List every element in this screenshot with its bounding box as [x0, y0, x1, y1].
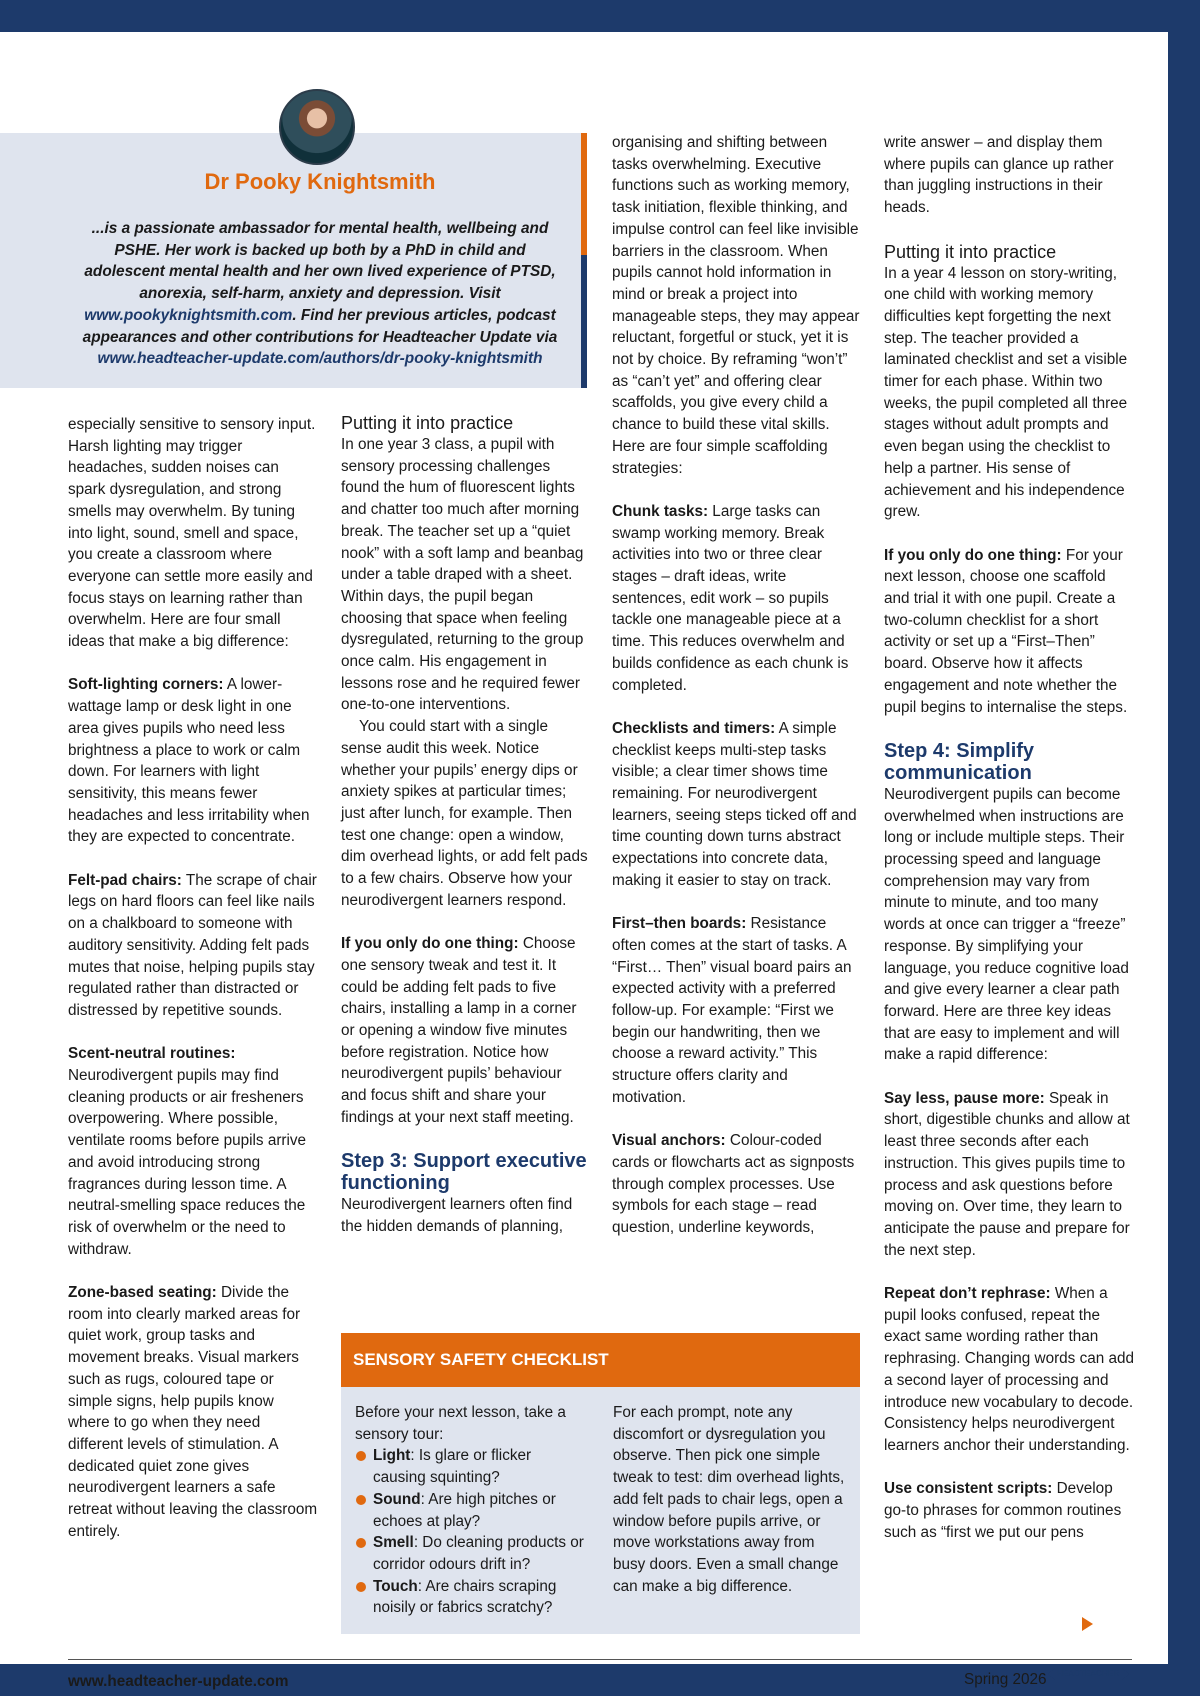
- one-thing-text: Choose one sensory tweak and test it. It could be adding felt pads to five chairs, installing a lamp in a corner or opening a window five minutes before registration. Notice how neurodivergent pupils’ behaviour and focus shift and share your findings at your next staff meeting.: [341, 935, 577, 1126]
- checklist-intro: Before your next lesson, take a sensory tour:: [355, 1404, 566, 1443]
- checklist-left-column: [355, 1402, 585, 1619]
- col3-item-text: Colour-coded cards or flowcharts act as signposts through complex processes. Use symbols for each stage – read question, underline keywords,: [612, 1132, 855, 1237]
- col1-item-text: A lower-wattage lamp or desk light in one area gives pupils who need less brightness a place to work or calm down. For learners with light sensitivity, this means fewer headaches and less irritability when they are expected to concentrate.: [68, 676, 310, 846]
- logo-text: HEADTEACHER: [1057, 1668, 1120, 1678]
- col2-practice-p2: You could start with a single sense audit this week. Notice whether your pupils’ energy dips or anxiety spikes at particular times; just after lunch, for example. Then test one change: open a window, dim overhead lights, or add felt pads to a few chairs. Observe how your neurodivergent learners respond.: [341, 718, 588, 909]
- col4-item-lead: Repeat don’t rephrase:: [884, 1285, 1051, 1303]
- checklist-item-text: : Are chairs scraping noisily or fabrics scratchy?: [373, 1577, 557, 1617]
- col4-item: [884, 1088, 1134, 1262]
- col1-item-lead: Scent-neutral routines:: [68, 1045, 236, 1063]
- bio-text-2: . Find her previous articles, podcast appearances and other contributions for Headteacher Update via: [82, 306, 558, 346]
- bullet-icon: [356, 1582, 366, 1592]
- col1-item-text: Neurodivergent pupils may find cleaning products or air fresheners overpowering. Where possible, ventilate rooms before pupils arrive and avoid introducing strong fragrances during lesson time. A neutral-smelling space reduces the risk of overwhelm or the need to withdraw.: [68, 1067, 307, 1258]
- bullet-icon: [356, 1538, 366, 1548]
- checklist-item-text: : Do cleaning products or corridor odours drift in?: [373, 1534, 584, 1573]
- step4-text: Neurodivergent pupils can become overwhelmed when instructions are long or include multiple steps. Their processing speed and language comprehension may vary from minute to minute, and too many words at once can trigger a “freeze” response. By simplifying your language, you reduce cognitive load and give every learner a clear path forward. Here are three key ideas that are easy to implement and will make a rapid difference:: [884, 785, 1129, 1064]
- col1-item: [68, 674, 318, 848]
- page: [0, 32, 1168, 1690]
- column-2: [341, 412, 589, 1238]
- continue-arrow-icon: [1082, 1617, 1093, 1631]
- col3-item-lead: Visual anchors:: [612, 1132, 726, 1150]
- checklist-item-text: : Are high pitches or echoes at play?: [373, 1490, 556, 1530]
- footer-issue: Spring 2026: [964, 1671, 1047, 1688]
- author-bio: [72, 218, 568, 370]
- col1-item-lead: Soft-lighting corners:: [68, 676, 224, 694]
- bio-rule-navy: [581, 255, 587, 388]
- sensory-checklist-box: [341, 1333, 860, 1634]
- col1-intro: especially sensitive to sensory input. Harsh lighting may trigger headaches, sudden noises can spark dysregulation, and strong smells may overwhelm. By tuning into light, sound, smell and space, you create a classroom where everyone can settle more easily and focus stays on learning rather than overwhelm. Here are four small ideas that make a big difference:: [68, 416, 316, 651]
- footer-divider: [68, 1659, 1132, 1660]
- practice-heading-2: Putting it into practice: [884, 241, 1057, 262]
- checklist-list: [355, 1445, 585, 1619]
- col3-intro: organising and shifting between tasks overwhelming. Executive functions such as working memory, task initiation, flexible thinking, and impulse control can feel like invisible barriers in the classroom. When pupils cannot hold information in mind or break a project into manageable steps, they may appear reluctant, forgetful or stuck, yet it is not by choice. By reframing “won’t” as “can’t yet” and offering clear scaffolds, you give every child a chance to build these vital skills. Here are four simple scaffolding strategies:: [612, 134, 860, 477]
- col1-item: [68, 1043, 318, 1260]
- col3-item-text: Resistance often comes at the start of tasks. A “First… Then” visual board pairs an expected activity with a preferred follow-up. For example: “First we begin our handwriting, then we choose a reward activity.” This structure offers clarity and motivation.: [612, 915, 852, 1106]
- col2-one-thing: [341, 933, 589, 1128]
- one-thing-lead: If you only do one thing:: [341, 935, 519, 953]
- col4-intro: write answer – and display them where pupils can glance up rather than juggling instructions in their heads.: [884, 134, 1114, 217]
- step3-heading: Step 3: Support executive functioning: [341, 1150, 587, 1195]
- bio-text-1: ...is a passionate ambassador for mental health, wellbeing and PSHE. Her work is backed up both by a PhD in child and adolescent mental health and her own lived experience of PTSD, anorexia, self-harm, anxiety and depression. Visit: [84, 220, 556, 303]
- footer-url[interactable]: www.headteacher-update.com: [68, 1673, 289, 1690]
- checklist-item: [355, 1445, 585, 1488]
- col4-item: [884, 1283, 1134, 1457]
- col3-item-lead: Checklists and timers:: [612, 719, 776, 737]
- column-1: [68, 414, 318, 1543]
- col4-item-lead: Use consistent scripts:: [884, 1480, 1053, 1498]
- headteacher-logo: [1048, 1668, 1129, 1680]
- checklist-item-label: Touch: [373, 1577, 418, 1595]
- checklist-right-text: For each prompt, note any discomfort or dysregulation you observe. Then pick one simple tweak to test: dim overhead lights, add felt pads to chair legs, open a window before pupils arrive, or move workstations away from busy doors. Even a small change can make a big difference.: [613, 1404, 845, 1595]
- column-4: [884, 132, 1134, 1544]
- author-name: Dr Pooky Knightsmith: [204, 169, 436, 194]
- bullet-icon: [356, 1451, 366, 1461]
- col3-item: [612, 1130, 862, 1239]
- col4-item-lead: Say less, pause more:: [884, 1089, 1045, 1107]
- col4-practice-text: In a year 4 lesson on story-writing, one child with working memory difficulties kept forgetting the next step. The teacher provided a laminated checklist and set a visible timer for each phase. Within two weeks, the pupil completed all three stages without adult prompts and even began using the checklist to help a partner. His sense of achievement and his independence grew.: [884, 264, 1128, 521]
- col4-one-thing: [884, 545, 1134, 719]
- checklist-item: [355, 1532, 585, 1575]
- one-thing-lead: If you only do one thing:: [884, 546, 1062, 564]
- bullet-icon: [356, 1495, 366, 1505]
- step3-text: Neurodivergent learners often find the hidden demands of planning,: [341, 1196, 573, 1235]
- checklist-item-label: Smell: [373, 1534, 414, 1552]
- col1-item-text: The scrape of chair legs on hard floors can feel like nails on a chalkboard to someone with auditory sensitivity. Adding felt pads mutes that noise, helping pupils stay regulated rather than distracted or distressed by repetitive sounds.: [68, 871, 317, 1019]
- practice-heading-1: Putting it into practice: [341, 413, 514, 433]
- checklist-item: [355, 1489, 585, 1532]
- one-thing-text: For your next lesson, choose one scaffold and trial it with one pupil. Create a two-column checklist for a short activity or set up a “First–Then” board. Observe how it affects engagement and note whether the pupil begins to internalise the steps.: [884, 546, 1128, 716]
- bio-author-page-link[interactable]: www.headteacher-update.com/authors/dr-pooky-knightsmith: [97, 350, 543, 368]
- logo-right-triangle-icon: [1122, 1668, 1129, 1680]
- col4-item-text: When a pupil looks confused, repeat the exact same wording rather than rephrasing. Changing words can add a second layer of processing and introduce new vocabulary to decode. Consistency helps neurodivergent learners anchor their understanding.: [884, 1285, 1135, 1454]
- col1-item-text: Divide the room into clearly marked areas for quiet work, group tasks and movement breaks. Visual markers such as rugs, coloured tape or simple signs, help pupils know where to go when they need different levels of stimulation. A dedicated quiet zone gives neurodivergent learners a safe retreat without leaving the classroom entirely.: [68, 1284, 318, 1540]
- col4-item: [884, 1478, 1134, 1543]
- col4-item-text: Speak in short, digestible chunks and allow at least three seconds after each instruction. This gives pupils time to process and ask questions before moving on. Over time, they learn to anticipate the pause and prepare for the next step.: [884, 1089, 1130, 1259]
- col2-practice-p1: In one year 3 class, a pupil with sensory processing challenges found the hum of fluorescent lights and chatter too much after morning break. The teacher set up a “quiet nook” with a soft lamp and beanbag under a table draped with a sheet. Within days, the pupil began choosing that space when feeling dysregulated, returning to the group once calm. His engagement in lessons rose and he required fewer one-to-one interventions.: [341, 436, 584, 714]
- col1-item: [68, 870, 318, 1022]
- col3-item-text: Large tasks can swamp working memory. Break activities into two or three clear stages – draft ideas, write sentences, edit work – so pupils tackle one manageable piece at a time. This reduces overwhelm and builds confidence as each chunk is completed.: [612, 502, 849, 694]
- col3-item-lead: Chunk tasks:: [612, 502, 709, 520]
- checklist-item: [355, 1576, 585, 1619]
- col3-item: [612, 913, 862, 1108]
- col3-item-lead: First–then boards:: [612, 915, 747, 933]
- checklist-title: SENSORY SAFETY CHECKLIST: [341, 1333, 860, 1387]
- column-3: [612, 132, 862, 1239]
- bio-website-link[interactable]: www.pookyknightsmith.com: [84, 306, 293, 324]
- col1-item: [68, 1282, 318, 1542]
- checklist-item-label: Light: [373, 1447, 411, 1465]
- col1-item-lead: Zone-based seating:: [68, 1284, 217, 1302]
- author-avatar: [279, 89, 355, 165]
- col1-item-lead: Felt-pad chairs:: [68, 871, 182, 889]
- logo-left-triangle-icon: [1048, 1668, 1055, 1680]
- checklist-item-label: Sound: [373, 1490, 421, 1508]
- col3-item-text: A simple checklist keeps multi-step tasks visible; a clear timer shows time remaining. For neurodivergent learners, seeing steps ticked off and time counting down turns abstract expectations into concrete data, making it easier to stay on track.: [612, 719, 857, 889]
- col4-item-text: Develop go-to phrases for common routines such as “first we put our pens: [884, 1480, 1122, 1541]
- checklist-item-text: : Is glare or flicker causing squinting?: [373, 1447, 532, 1487]
- step4-heading: Step 4: Simplify communication: [884, 739, 1035, 784]
- col3-item: [612, 501, 862, 696]
- col3-item: [612, 718, 862, 892]
